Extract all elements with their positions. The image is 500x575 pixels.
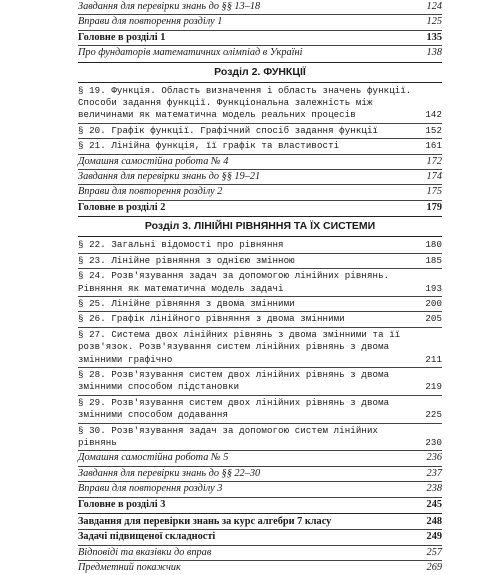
toc-entry-page: 249: [426, 531, 442, 543]
toc-entry[interactable]: [78, 468, 442, 480]
divider: [78, 14, 442, 15]
toc-entry[interactable]: [78, 171, 442, 183]
toc-entry-page: 193: [425, 282, 442, 294]
toc-block-4: [78, 516, 442, 575]
toc-entry-page: 172: [426, 155, 442, 167]
toc-entry[interactable]: [78, 85, 442, 122]
divider: [78, 466, 442, 467]
divider: [78, 311, 442, 312]
toc-entry-text: Про фундаторів математичних олімпіад в Україні: [78, 47, 303, 59]
toc-entry-text: § 19. Функція. Область визначення і область значень функції. Способи задання функції. Функціональна залежність між величинами як математична модель реальних процесів: [78, 84, 412, 121]
toc-entry-page: 257: [426, 546, 442, 558]
toc-entry[interactable]: [78, 32, 442, 44]
toc-entry[interactable]: [78, 186, 442, 198]
divider: [78, 45, 442, 46]
toc-entry[interactable]: [78, 397, 442, 422]
toc-entry-page: 152: [425, 124, 442, 136]
toc-section-3: [78, 239, 442, 511]
divider: [78, 367, 442, 368]
toc-entry[interactable]: [78, 156, 442, 168]
toc-entry-page: 135: [426, 31, 442, 43]
toc-entry-text: Головне в розділі 1: [78, 31, 166, 43]
divider: [78, 154, 442, 155]
toc-entry-page: 245: [426, 498, 442, 510]
toc-entry-text: Домашня самостійна робота № 5: [78, 452, 229, 464]
toc-entry-text: Завдання для перевірки знань до §§ 22–30: [78, 467, 261, 479]
toc-entry-page: 180: [425, 239, 442, 251]
toc-entry-page: 174: [426, 171, 442, 183]
toc-section-2: [78, 85, 442, 215]
toc-entry-text: Головне в розділі 3: [78, 498, 166, 510]
toc-entry-text: § 24. Розв'язування задач за допомогою лінійних рівнянь. Рівняння як математична модель задачі: [78, 270, 390, 294]
divider: [78, 327, 442, 328]
divider: [78, 268, 442, 269]
divider: [78, 138, 442, 139]
toc-entry-page: 238: [426, 483, 442, 495]
toc-entry[interactable]: [78, 369, 442, 394]
toc-entry-page: 248: [426, 516, 442, 527]
toc-entry-text: Відповіді та вказівки до вправ: [78, 546, 212, 558]
toc-entry-text: Завдання для перевірки знань до §§ 13–18: [78, 1, 261, 12]
toc-entry-page: 211: [425, 353, 442, 365]
divider: [78, 560, 442, 561]
toc-entry[interactable]: [78, 125, 442, 137]
toc-entry-page: 237: [426, 467, 442, 479]
toc-entry[interactable]: [78, 140, 442, 152]
divider: [78, 30, 442, 31]
toc-entry-page: 161: [425, 140, 442, 152]
toc-entry[interactable]: [78, 1, 442, 13]
toc-entry-text: § 23. Лінійне рівняння з однією змінною: [78, 254, 295, 266]
toc-entry[interactable]: [78, 255, 442, 267]
toc-entry-text: Задачі підвищеної складності: [78, 531, 216, 543]
toc-entry-text: Вправи для повторення розділу 1: [78, 16, 223, 28]
toc-entry[interactable]: [78, 298, 442, 310]
divider: [78, 545, 442, 546]
toc-entry-text: § 26. Графік лінійного рівняння з двома змінними: [78, 313, 345, 325]
toc-entry-page: 125: [426, 16, 442, 28]
toc-entry[interactable]: [78, 313, 442, 325]
toc-entry-page: 124: [426, 1, 442, 12]
toc-entry[interactable]: [78, 425, 442, 450]
toc-entry-text: § 21. Лінійна функція, її графік та властивості: [78, 140, 340, 152]
toc-entry-text: Предметний покажчик: [78, 562, 181, 574]
toc-entry-page: 200: [425, 297, 442, 309]
toc-entry-page: 269: [426, 562, 442, 574]
section-3-title: Розділ 3. ЛІНІЙНІ РІВНЯННЯ ТА ЇХ СИСТЕМИ: [144, 220, 376, 233]
toc-entry-text: Домашня самостійна робота № 4: [78, 155, 229, 167]
toc-entry[interactable]: [78, 47, 442, 59]
toc-entry-page: 230: [425, 436, 442, 448]
toc-entry-text: Вправи для повторення розділу 3: [78, 483, 223, 495]
toc-entry-text: Головне в розділі 2: [78, 201, 166, 213]
toc-entry-text: Завдання для перевірки знань до §§ 19–21: [78, 171, 261, 183]
toc-entry-text: Вправи для повторення розділу 2: [78, 186, 223, 198]
divider: [78, 395, 442, 396]
toc-entry[interactable]: [78, 547, 442, 559]
toc-entry[interactable]: [78, 202, 442, 214]
toc-entry-text: § 20. Графік функції. Графічний спосіб задання функції: [78, 124, 379, 136]
divider: [78, 62, 442, 63]
toc-block-1: [78, 1, 442, 60]
toc-entry[interactable]: [78, 452, 442, 464]
toc-entry[interactable]: [78, 562, 442, 574]
toc-entry-page: 236: [426, 452, 442, 464]
toc-entry[interactable]: [78, 329, 442, 366]
toc-entry-text: Завдання для перевірки знань за курс алгебри 7 класу: [78, 516, 332, 527]
toc-entry[interactable]: [78, 499, 442, 511]
toc-entry[interactable]: [78, 239, 442, 251]
divider: [78, 200, 442, 201]
toc-entry-text: § 28. Розв'язування систем двох лінійних рівнянь з двома змінними способом підстановки: [78, 368, 390, 393]
toc-entry-page: 142: [425, 109, 442, 121]
toc-entry[interactable]: [78, 483, 442, 495]
divider: [78, 169, 442, 170]
toc-entry-page: 175: [426, 186, 442, 198]
toc-entry-page: 225: [425, 409, 442, 421]
toc-entry-page: 138: [426, 47, 442, 59]
divider: [78, 513, 442, 514]
toc-entry[interactable]: [78, 270, 442, 295]
toc-entry[interactable]: [78, 16, 442, 28]
toc-entry-text: § 25. Лінійне рівняння з двома змінними: [78, 297, 295, 309]
divider: [78, 450, 442, 451]
divider: [78, 296, 442, 297]
toc-entry-page: 219: [425, 381, 442, 393]
divider: [78, 216, 442, 217]
toc-entry[interactable]: [78, 531, 442, 543]
toc-entry-text: § 22. Загальні відомості про рівняння: [78, 239, 284, 251]
divider: [78, 497, 442, 498]
toc-entry-page: 185: [425, 254, 442, 266]
toc-entry-page: 205: [425, 313, 442, 325]
section-2-title: Розділ 2. ФУНКЦІЇ: [214, 65, 306, 78]
divider: [78, 123, 442, 124]
toc-entry[interactable]: [78, 516, 442, 528]
divider: [78, 184, 442, 185]
divider: [78, 236, 442, 237]
divider: [78, 253, 442, 254]
toc-page: [78, 1, 442, 575]
divider: [78, 82, 442, 83]
toc-entry-page: 179: [426, 201, 442, 213]
divider: [78, 529, 442, 530]
toc-entry-text: § 29. Розв'язування систем двох лінійних рівнянь з двома змінними способом додавання: [78, 396, 390, 421]
divider: [78, 423, 442, 424]
divider: [78, 481, 442, 482]
toc-entry-text: § 30. Розв'язування задач за допомогою систем лінійних рівнянь: [78, 424, 379, 448]
toc-entry-text: § 27. Система двох лінійних рівнянь з двома змінними та її розв'язок. Розв'язування систем лінійних рівнянь з двома змінними графічно: [78, 328, 401, 365]
